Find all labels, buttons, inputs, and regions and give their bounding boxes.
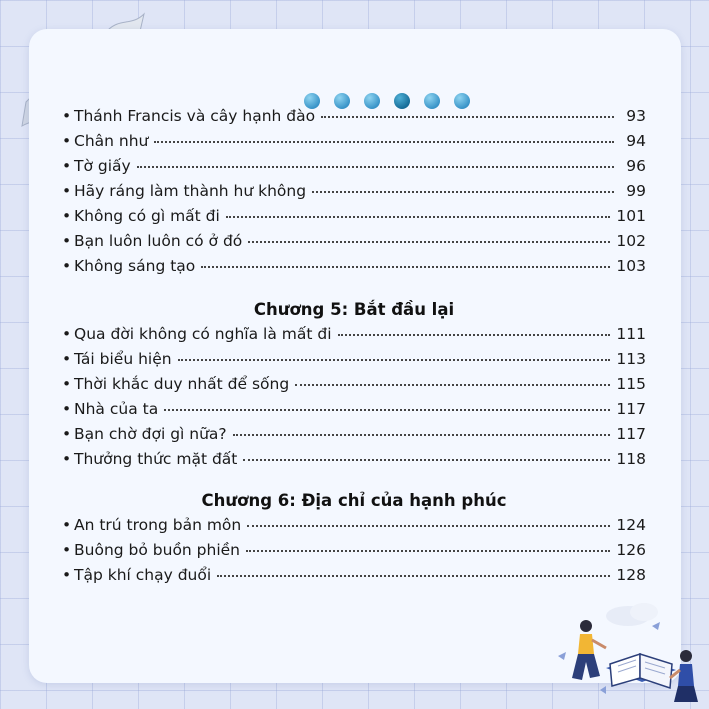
entry-page: 124	[616, 516, 646, 534]
toc-entry: • Hãy ráng làm thành hư không 99	[62, 182, 646, 200]
entry-page: 126	[616, 541, 646, 559]
entry-title: Nhà của ta	[74, 400, 159, 418]
entry-page: 94	[626, 132, 646, 150]
toc-entry: • Bạn chờ đợi gì nữa? 117	[62, 425, 646, 443]
toc-entry: • Bạn luôn luôn có ở đó 102	[62, 232, 646, 250]
toc-entry: • Chân như 94	[62, 132, 646, 150]
entry-page: 117	[616, 400, 646, 418]
toc-entry: • Tái biểu hiện 113	[62, 350, 646, 368]
entry-page: 96	[626, 157, 646, 175]
toc-entry: • Tập khí chạy đuổi 128	[62, 566, 646, 584]
entry-title: Tờ giấy	[74, 157, 131, 175]
toc-entry: • Thưởng thức mặt đất 118	[62, 450, 646, 468]
entry-title: Thánh Francis và cây hạnh đào	[74, 107, 316, 125]
reading-people-illustration	[548, 598, 704, 706]
chapter-heading: Chương 6: Địa chỉ của hạnh phúc	[201, 491, 507, 510]
entry-title: Qua đời không có nghĩa là mất đi	[74, 325, 332, 343]
toc-entry: • Thời khắc duy nhất để sống 115	[62, 375, 646, 393]
entry-title: Thời khắc duy nhất để sống	[74, 375, 290, 393]
entry-page: 99	[626, 182, 646, 200]
entry-title: An trú trong bản môn	[74, 516, 242, 534]
entry-title: Tái biểu hiện	[74, 350, 172, 368]
entry-title: Tập khí chạy đuổi	[74, 566, 212, 584]
chapter-heading: Chương 5: Bắt đầu lại	[253, 300, 455, 319]
entry-title: Thưởng thức mặt đất	[74, 450, 238, 468]
entry-title: Không sáng tạo	[74, 257, 196, 275]
toc-section-1	[62, 107, 646, 282]
entry-title: Buông bỏ buồn phiền	[74, 541, 241, 559]
toc-chapter-5	[62, 295, 646, 475]
toc-entry: • An trú trong bản môn 124	[62, 516, 646, 534]
entry-title: Bạn luôn luôn có ở đó	[74, 232, 243, 250]
entry-page: 101	[616, 207, 646, 225]
entry-page: 103	[616, 257, 646, 275]
entry-page: 118	[616, 450, 646, 468]
entry-title: Hãy ráng làm thành hư không	[74, 182, 307, 200]
entry-page: 111	[616, 325, 646, 343]
toc-chapter-6	[62, 486, 646, 591]
entry-page: 102	[616, 232, 646, 250]
entry-page: 115	[616, 375, 646, 393]
entry-page: 93	[626, 107, 646, 125]
entry-page: 113	[616, 350, 646, 368]
toc-entry: • Không có gì mất đi 101	[62, 207, 646, 225]
toc-entry: • Thánh Francis và cây hạnh đào 93	[62, 107, 646, 125]
entry-title: Bạn chờ đợi gì nữa?	[74, 425, 227, 443]
entry-title: Không có gì mất đi	[74, 207, 220, 225]
toc-entry: • Không sáng tạo 103	[62, 257, 646, 275]
entry-page: 128	[616, 566, 646, 584]
toc-entry: • Nhà của ta 117	[62, 400, 646, 418]
entry-page: 117	[616, 425, 646, 443]
entry-title: Chân như	[74, 132, 149, 150]
toc-entry: • Buông bỏ buồn phiền 126	[62, 541, 646, 559]
toc-entry: • Tờ giấy 96	[62, 157, 646, 175]
toc-entry: • Qua đời không có nghĩa là mất đi 111	[62, 325, 646, 343]
